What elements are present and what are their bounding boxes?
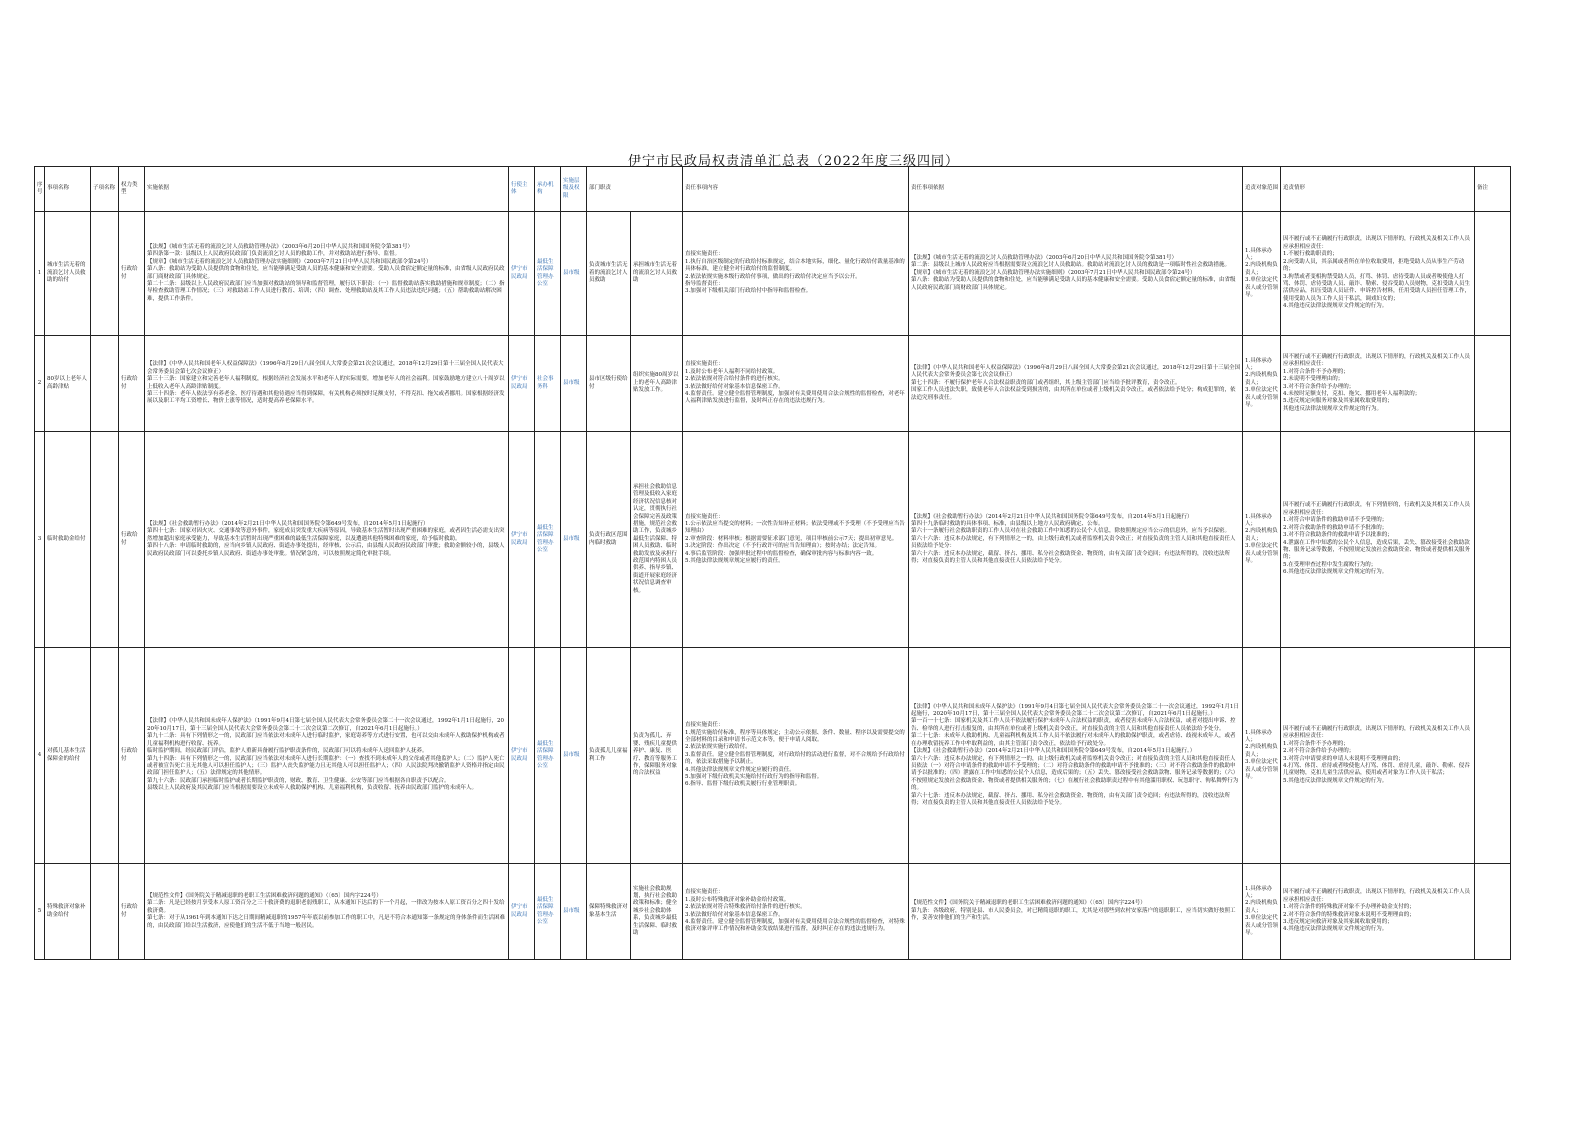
row-no: 5 <box>35 864 45 960</box>
row-note <box>1475 648 1511 864</box>
row-duty-detail: 承担城市生活无着的流浪乞讨人员救助 <box>631 212 683 336</box>
row-duty-detail: 组织实施80周岁以上的老年人高龄津贴发放工作。 <box>631 336 683 432</box>
row-subject: 伊宁市民政局 <box>509 336 535 432</box>
header-subject: 行使主体 <box>509 167 535 212</box>
header-situation: 追责情形 <box>1281 167 1475 212</box>
header-sub: 子项名称 <box>91 167 119 212</box>
row-respbasis: 【法规】《城市生活无着的流浪乞讨人员救助管理办法》（2003年6月20日中华人民共和国国务院令第381号） 第二条：县级以上城市人民政府应当根据需要设立流浪乞讨人员救助站。救助站对流浪乞讨人员的救助是一项临时性社会救助措施。 【规章】《城市生活无着的流浪乞讨人员救助管理办法实施细则》（2003年7月21日中华人民共和国民政部令第24号） 第八条：救助站为受助人员提供的食物和住处，应当能够满足受助人员的基本健康和安全需要。受助人员食宿定额定量的标准，由省级人民政府民政部门商财政部门具体规定。 <box>909 212 1243 336</box>
power-list-table <box>34 166 1511 960</box>
row-level: 县市级 <box>561 432 587 648</box>
header-note: 备注 <box>1475 167 1511 212</box>
row-duty-detail: 承担社会救助信息管理及低收入家庭经济状况信息核对认定，贯彻执行社会保障完善及政策措施，规范社会救助工作，负责城乡最低生活保障、特困人员救助、临时救助发放及承担行政范围内特困人员供养、指导乡镇、街道开展家庭经济状况信息调查审核。 <box>631 432 683 648</box>
row-type: 行政给付 <box>119 212 145 336</box>
row-org: 最低生活保障管理办公室 <box>535 648 561 864</box>
header-type: 权力类型 <box>119 167 145 212</box>
table-row <box>35 864 1511 960</box>
row-subject: 伊宁市民政局 <box>509 432 535 648</box>
row-situation: 因不履行或不正确履行行政职责，出现以下情形的，行政机关及相关工作人员应承担相应责任： 1.不履行救助职责的； 2.向受助人员，其亲属或者所在单位收取费用，拒绝受助人员从事生产劳动的； 3.拘禁或者变相拘禁受助人员，打骂、体罚、虐待受助人员或者唆使他人打骂、体罚、虐待受助人员、敲诈、勒索、侵吞受助人员财物，克扣受助人员生活供应品，扣压受助人员证件、申诉控告材料，任用受助人员担任管理工作，使用受助人员为工作人员干私活，调戏妇女的； 4.其他违反法律法规规章文件规定的行为。 <box>1281 212 1475 336</box>
row-level: 县市级 <box>561 212 587 336</box>
row-respbasis: 【法律】《中华人民共和国未成年人保护法》（1991年9月4日第七届全国人民代表大会常务委员会第二十一次会议通过，1992年1月1日起施行，2020年10月17日，第十三届全国人民代表大会常务委员会第二十二次会议第二次修订，自2021年6月1日起施行。） 第一百一十七条：国家机关及其工作人员不依法履行保护未成年人合法权益的职责，或者侵害未成年人合法权益，或者对提出申诉、控告、检举的人进行打击报复的，由其所在单位或者上级机关责令改正，对直接负责的主管人员和其他直接责任人员依法给予处分。 第二十七条：未成年人救助机构、儿童福利机构及其工作人员不依法履行对未成年人的救助保护职责，或者虐待、歧视未成年人，或者在办理收留抚养工作中牟取利益的，由其主管部门责令改正，依法给予行政处分。 【法规】《社会救助暂行办法》（2014年2月21日中华人民共和国国务院令第649号发布，自2014年5月1日起施行。） 第六十六条：违反本办法规定，有下列情形之一的，由上级行政机关或者监察机关责令改正；对直接负责的主管人员和其他直接责任人员依法（一）对符合申请条件的救助申请不予受理的；（二）对符合救助条件的救助申请不予批准的；（三）对不符合救助条件的救助申请予以批准的；（四）泄露在工作中知悉的公民个人信息，造成后果的；（五）丢失、篡改接受社会救助款物、服务记录等数据的；（六）不按照规定发放社会救助资金、物资或者提供相关服务的；（七）在履行社会救助职责过程中有其他滥用职权、玩忽职守、徇私舞弊行为的。 第六十七条：违反本办法规定，截留、挤占、挪用、私分社会救助资金、物资的，由有关部门责令追回；有违法所得的，没收违法所得；对直接负责的主管人员和其他直接责任人员依法给予处分。 <box>909 648 1243 864</box>
row-item: 临时救助金给付 <box>45 432 91 648</box>
row-type: 行政给付 <box>119 432 145 648</box>
row-type: 行政给付 <box>119 648 145 864</box>
row-basis: 【法律】《中华人民共和国老年人权益保障法》（1996年8月29日八届全国人大常委会第21次会议通过，2018年12月29日第十三届全国人民代表大会常务委员会第七次会议修正） 第三十三条：国家建立和完善老年人福利制度，根据经济社会发展水平和老年人的实际需要，增加老年人的社会福利。国家鼓励地方建立八十周岁以上低收入老年人高龄津贴制度。 第三十四条：老年人依法享有养老金、医疗待遇和其他待遇应当得到保障，有关机构必须按时足额支付，不得克扣、拖欠或者挪用。国家根据经济发展以及职工平均工资增长、物价上涨等情况，适时提高养老保障水平。 <box>145 336 509 432</box>
row-sub <box>91 212 119 336</box>
row-situation: 因不履行或不正确履行行政职责，有下列情形的，行政机关及其相关工作人员应承担相应责任： 1.对符合申请条件的救助申请不予受理的； 2.对符合救助条件的救助申请不予批准的； 3.对不符合救助条件的救助申请予以批准的； 4.泄露在工作中知悉的公民个人信息，造成后果，丢失、篡改接受社会救助款物、服务记录等数据，不按照规定发放社会救助资金、物资或者提供相关服务的； 5.在受理审查过程中发生腐败行为的； 6.其他违反法律法规规章文件规定的行为。 <box>1281 432 1475 648</box>
header-respbasis: 责任事项依据 <box>909 167 1243 212</box>
row-level: 县市级 <box>561 336 587 432</box>
row-note <box>1475 864 1511 960</box>
row-sub <box>91 864 119 960</box>
row-sub <box>91 648 119 864</box>
row-item: 80岁以上老年人高龄津贴 <box>45 336 91 432</box>
row-no: 4 <box>35 648 45 864</box>
row-level: 县市级 <box>561 864 587 960</box>
row-basis: 【法规】《城市生活无着的流浪乞讨人员救助管理办法》（2003年6月20日中华人民共和国国务院令第381号） 第四条第一款：县级以上人民政府民政部门负责流浪乞讨人员的救助工作，并对救助站进行指导、监督。 【规章】《城市生活无着的流浪乞讨人员救助管理办法实施细则》（2003年7月21日中华人民共和国民政部令第24号） 第八条：救助站为受助人员提供的食物和住处，应当能够满足受助人员的基本健康和安全需要。受助人员食宿定额定量的标准，由省级人民政府民政部门商财政部门具体规定。 第二十二条：县级以上人民政府民政部门应当加强对救助站的领导和监督管理，履行以下职责：（一）监督救助站落实救助措施和规章制度；（二）指导检查救助管理工作情况；（三）对救助站工作人员进行教育、培训；（四）调查、处理救助站及其工作人员违法违纪问题；（五）帮助救助站解决困难，提供工作条件。 <box>145 212 509 336</box>
row-respbasis: 【法规】《社会救助暂行办法》（2014年2月21日中华人民共和国国务院令第649号发布，自2014年5月1日起施行） 第四十九条临时救助的具体事项、标准，由县级以上地方人民政府确定、公布。 第六十一条履行社会救助职责的工作人员对在社会救助工作中知悉的公民个人信息，除按照规定应当公示的信息外，应当予以保密。 第六十六条：违反本办法规定，有下列情形之一的，由上级行政机关或者监察机关责令改正；对直接负责的主管人员和其他直接责任人员依法给予处分： 第六十六条：违反本办法规定，截留、挤占、挪用、私分社会救助资金、物资的，由有关部门责令追回；有违法所得的，没收违法所得；对直接负责的主管人员和其他直接责任人员依法给予处分。 <box>909 432 1243 648</box>
row-note <box>1475 432 1511 648</box>
row-target: 1.具体承办人； 2.内设机构负责人； 3.单位法定代表人或分管领导。 <box>1243 212 1281 336</box>
table-row <box>35 212 1511 336</box>
row-no: 3 <box>35 432 45 648</box>
row-org: 最低生活保障管理办公室 <box>535 212 561 336</box>
header-row <box>35 167 1511 212</box>
row-target: 1.具体承办人； 2.内设机构负责人； 3.单位法定代表人或分管领导。 <box>1243 864 1281 960</box>
row-org: 最低生活保障管理办公室 <box>535 864 561 960</box>
page-title: 伊宁市民政局权责清单汇总表（2022年度三级四同） <box>627 154 960 169</box>
row-situation: 因不履行或不正确履行行政职责，出现以下情形的，行政机关及相关工作人员应承担相应责任： 1.对符合条件不予办理的； 2.未说明不受理理由的； 3.对不符合条件给予办理的； 4.未按时足额支付，克扣、拖欠、挪用老年人福利款的； 5.违反规定向服务对象及其家属收取费用的； 其他违反法律法规规章文件规定的行为。 <box>1281 336 1475 432</box>
row-duty: 负责行政区范围内临时救助 <box>587 432 631 648</box>
row-subject: 伊宁市民政局 <box>509 212 535 336</box>
row-basis: 【法律】《中华人民共和国未成年人保护法》（1991年9月4日第七届全国人民代表大会常务委员会第二十一次会议通过，1992年1月1日起施行，2020年10月17日，第十三届全国人民代表大会常务委员会第二十二次会议第二次修订，自2021年6月1日起施行。） 第九十二条：具有下列情形之一的，民政部门应当依法对未成年人进行临时监护，家庭寄养等方式进行安置，也可以交由未成年人救助保护机构或者儿童福利机构进行收留、抚养。 临时监护期间，经民政部门评估，监护人重新具备履行监护职责条件的，民政部门可以将未成年人送回监护人抚养。 第九十四条：具有下列情形之一的，民政部门应当依法对未成年人进行长期监护：（一）查找不到未成年人的父母或者其他监护人；（二）监护人死亡或者被宣告死亡且无其他人可以担任监护人；（三）监护人丧失监护能力且无其他人可以担任监护人；（四）人民法院判决撤销监护人资格并指定由民政部门担任监护人；（五）法律规定的其他情形。 第九十六条：民政部门承担临时监护或者长期监护职责的，财政、教育、卫生健康、公安等部门应当根据各自职责予以配合。 县级以上人民政府及其民政部门应当根据需要设立未成年人救助保护机构、儿童福利机构，负责收留、抚养由民政部门监护的未成年人。 <box>145 648 509 864</box>
row-level: 县市级 <box>561 648 587 864</box>
row-note <box>1475 212 1511 336</box>
row-duty: 负责孤儿儿童福利工作 <box>587 648 631 864</box>
table-row <box>35 432 1511 648</box>
table-row <box>35 336 1511 432</box>
row-type: 行政给付 <box>119 864 145 960</box>
header-org: 承办机构 <box>535 167 561 212</box>
row-respbasis: 【法律】《中华人民共和国老年人权益保障法》（1996年8月29日八届全国人大常委会第21次会议通过，2018年12月29日第十三届全国人民代表大会常务委员会第七次会议修正） 第七十四条：不履行保护老年人合法权益职责的部门或者组织，其上级主管部门应当给予批评教育，责令改正。 国家工作人员违法失职，致使老年人合法权益受到损害的，由其所在单位或者上级机关责令改正，或者依法给予处分；构成犯罪的，依法追究刑事责任。 <box>909 336 1243 432</box>
row-note <box>1475 336 1511 432</box>
header-target: 追责对象范围 <box>1243 167 1281 212</box>
row-situation: 因不履行或不正确履行行政职责，出现以下情形的，行政机关及相关工作人员应承担相应责任： 1.对符合条件的特殊救济对象不予办理补助金支付的； 2.对不符合条件的特殊救济对象未说明不受理理由的； 3.违反规定向救济对象及其家属收取费用的； 4.其他违反法律法规规章文件规定的行为。 <box>1281 864 1475 960</box>
row-respbasis: 【规范性文件】《国务院关于精减退职的老职工生活困难救济问题的通知》（〔65〕国内字224号） 第九条：各级政府，特别是县、市人民委员会，对已精简退职的职工，尤其是对那些到农村安家落户的退职职工，应当切实做好按照工作，妥善安排他们的生产和生活。 <box>909 864 1243 960</box>
row-no: 1 <box>35 212 45 336</box>
row-resp: 直接实施责任： 1.规范实施给付标准，程序等具体规定；主动公示依据、条件、数量、程序以及需要提交的全部材料的目录和申请书示范文本等，便于申请人阅取。 2.依法依规实施行政给付。 3.监督责任。建立健全监督管理制度，对行政给付的活动进行监督，对不合规给予行政给付的，依法采取措施予以制止。 4.其他法律法规规章文件规定应履行的责任。 5.加强对下级行政机关实施给付行政行为的指导和监督。 6.指导、监督下级行政机关履行行业管理职责。 <box>683 648 909 864</box>
row-org: 最低生活保障管理办公室 <box>535 432 561 648</box>
row-duty: 保障特殊救济对象基本生活 <box>587 864 631 960</box>
row-sub <box>91 336 119 432</box>
header-resp: 责任事项内容 <box>683 167 909 212</box>
row-target: 1.具体承办人； 2.内设机构负责人； 3.单位法定代表人或分管领导。 <box>1243 648 1281 864</box>
row-subject: 伊宁市民政局 <box>509 864 535 960</box>
row-subject: 伊宁市民政局 <box>509 648 535 864</box>
row-target: 1.具体承办人； 2.内设机构负责人； 3.单位法定代表人或分管领导。 <box>1243 432 1281 648</box>
row-resp: 直接实施责任： 1.执行自治区级制定的行政给付标准规定，结合本地实际，细化、量化行政给付裁量基准的具体标准，建立健全对行政给付的监督制度。 2.依法依规实施本级行政给付事项，做出的行政给付决定应当予以公开。 指导监督责任： 3.加强对下级相关部门行政给付中指导和监督检查。 <box>683 212 909 336</box>
row-duty: 县市区级行使给付 <box>587 336 631 432</box>
row-no: 2 <box>35 336 45 432</box>
row-target: 1.具体承办人； 2.内设机构负责人； 3.单位法定代表人或分管领导。 <box>1243 336 1281 432</box>
row-item: 城市生活无着的流浪乞讨人员救助的给付 <box>45 212 91 336</box>
row-type: 行政给付 <box>119 336 145 432</box>
row-resp: 直接实施责任： 1.公示依法应当提交的材料；一次性告知补正材料；依法受理或不予受理（不予受理应当告知理由） 2.审查阶段：材料审核；根据需要征求部门意见，项目审核前公示7天；提出初审意见。 3.决定阶段：作出决定（不予行政许可的应当告知理由）；按时办结；法定告知。 4.事后监管阶段：加强审批过程中的监督检查，确保审批内容与标准内容一致。 5.其他法律法规规章规定应履行的责任。 <box>683 432 909 648</box>
header-duty: 部门职责 <box>587 167 683 212</box>
row-situation: 因不履行或不正确履行行政职责，出现以下情形的，行政机关及相关工作人员应承担相应责任： 1.对符合条件不予办理的； 2.对不符合条件给予办理的； 3.对符合申请要求的申请人未说明不受理理由的； 4.打骂、体罚、虐待或者唆使他人打骂、体罚、虐待儿童，敲诈、勒索、侵吞儿童财物，克扣儿童生活供应品，使用或者对象为工作人员干私活； 5.其他违反法律法规规章文件规定的行为。 <box>1281 648 1475 864</box>
row-item: 对孤儿基本生活保障金的给付 <box>45 648 91 864</box>
row-duty-detail: 实施社会救助规划，执行社会救助政策和标准；健全城乡社会救助体系，负责城乡最低生活保障、临时救助 <box>631 864 683 960</box>
row-basis: 【规范性文件】《国务院关于精减退职的老职工生活困难救济问题的通知》（〔65〕国内字224号） 第二条：凡是已经按月享受本人原工资百分之三十救济费的退职老弱残职工，从本通知下达后的下一个月起，一律改为按本人原工资百分之四十发给救济费。 第七条：对于从1961年到本通知下达之日期间精减退职的1957年年底以前参加工作的职工中，凡是不符合本通知第一条规定的身体条件而生活困难的，由民政部门给以生活救济，应使他们的生活不低于当地一般居民。 <box>145 864 509 960</box>
header-no: 序号 <box>35 167 45 212</box>
row-sub <box>91 432 119 648</box>
row-item: 特殊救济对象补助金给付 <box>45 864 91 960</box>
header-level: 实施层级及权限 <box>561 167 587 212</box>
row-resp: 直接实施责任： 1.及时公布老年人福利不同给付政策。 2.依法依规对符合给付条件的进行核实。 3.依法做好给付对象基本信息保密工作。 4.监督责任。建立健全监督管理制度，加强对有关费用使用合法合规性的监督检查，对老年人福利津贴发放进行监督，及时纠正存在的违法违规行为。 <box>683 336 909 432</box>
row-duty-detail: 负责为孤儿、弃婴、残疾儿童提供养护、康复、医疗、教育等服务工作，保障服务对象的合法权益 <box>631 648 683 864</box>
header-item: 事项名称 <box>45 167 91 212</box>
row-resp: 直接实施责任： 1.及时公布特殊救济对象补助金给付政策。 2.依法依规对符合特殊救济给付条件的进行核实。 3.依法做好给付对象基本信息保密工作。 4.监督责任。建立健全监督管理制度，加强对有关费用使用合法合规性的监督检查，对特殊救济对象评审工作情况和补助金发放结果进行监督，及时纠正存在的违法违规行为。 <box>683 864 909 960</box>
row-basis: 【法规】《社会救助暂行办法》（2014年2月21日中华人民共和国国务院令第649号发布，自2014年5月1日起施行） 第四十七条：国家对因火灾、交通事故等意外事件，家庭成员突发重大疾病等原因，导致基本生活暂时出现严重困难的家庭，或者因生活必需支出突然增加超出家庭承受能力，导致基本生活暂时出现严重困难的最低生活保障家庭，以及遭遇其他特殊困难的家庭，给予临时救助。 第四十八条：申请临时救助的，应当向乡镇人民政府、街道办事处提出，经审核、公示后，由县级人民政府民政部门审批；救助金额较小的，县级人民政府民政部门可以委托乡镇人民政府、街道办事处审批。情况紧急的，可以按照规定简化审批手续。 <box>145 432 509 648</box>
table-row <box>35 648 1511 864</box>
row-org: 社会事务科 <box>535 336 561 432</box>
row-duty: 负责城市生活无着的流浪乞讨人员救助 <box>587 212 631 336</box>
header-basis: 实施依据 <box>145 167 509 212</box>
